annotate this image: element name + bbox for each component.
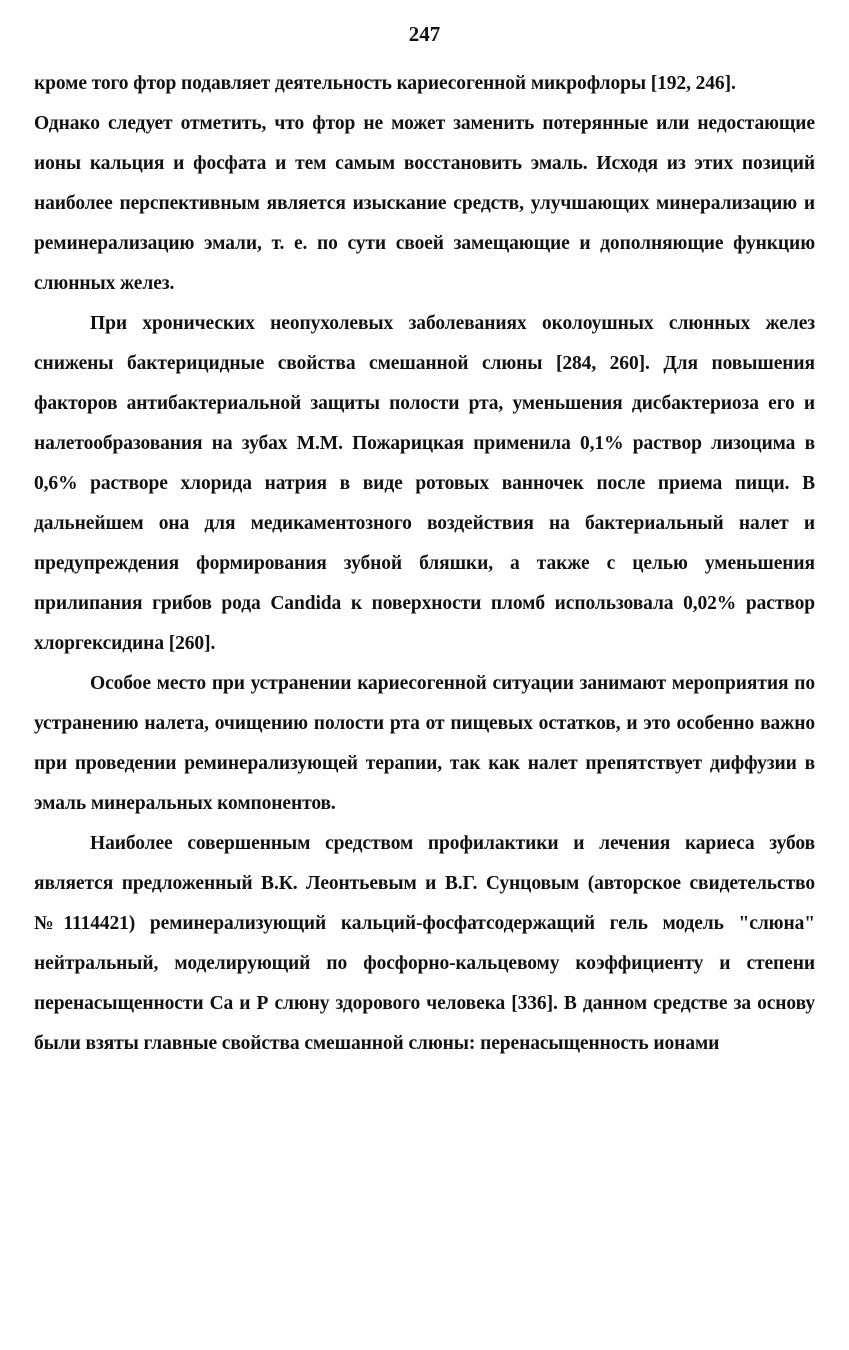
page-number: 247 (408, 22, 441, 46)
paragraph-fluoride-limitations: Однако следует отметить, что фтор не может заменить потерянные или недостающие ионы кальция и фосфата и тем самым восстановить эмаль. Исходя из этих позиций наиболее перспективным является изыскание средств, улучшающих минерализацию и реминерализацию эмали, т. е. по сути своей замещающие и дополняющие функцию слюнных желез. (34, 113, 815, 294)
paragraph-continuation: кроме того фтор подавляет деятельность кариесогенной микрофлоры [192, 246]. (34, 73, 736, 94)
paragraph-remineralizing-gel: Наиболее совершенным средством профилактики и лечения кариеса зубов является предложенный В.К. Леонтьевым и В.Г. Сунцовым (авторское свидетельство №1114421) реминерализующий кальций-фосфатсодержащий гель модель "слюна" нейтральный, моделирующий по фосфорно-кальцевому коэффициенту и степени перенасыщенности Са и Р слюну здорового человека [336]. В данном средстве за основу были взяты главные свойства смешанной слюны: перенасыщенность ионами (34, 833, 815, 1054)
body-text (34, 64, 815, 1064)
paragraph-plaque-removal: Особое место при устранении кариесогенной ситуации занимают мероприятия по устранению налета, очищению полости рта от пищевых остатков, и это особенно важно при проведении реминерализующей терапии, так как налет препятствует диффузии в эмаль минеральных компонентов. (34, 673, 815, 814)
paragraph-salivary-glands: При хронических неопухолевых заболеваниях околоушных слюнных желез снижены бактерицидные свойства смешанной слюны [284, 260]. Для повышения факторов антибактериальной защиты полости рта, уменьшения дисбактериоза его и налетообразования на зубах М.М. Пожарицкая применила 0,1% раствор лизоцима в 0,6% растворе хлорида натрия в виде ротовых ванночек после приема пищи. В дальнейшем она для медикаментозного воздействия на бактериальный налет и предупреждения формирования зубной бляшки, а также с целью уменьшения прилипания грибов рода Candida к поверхности пломб использовала 0,02% раствор хлоргексидина [260]. (34, 313, 815, 654)
